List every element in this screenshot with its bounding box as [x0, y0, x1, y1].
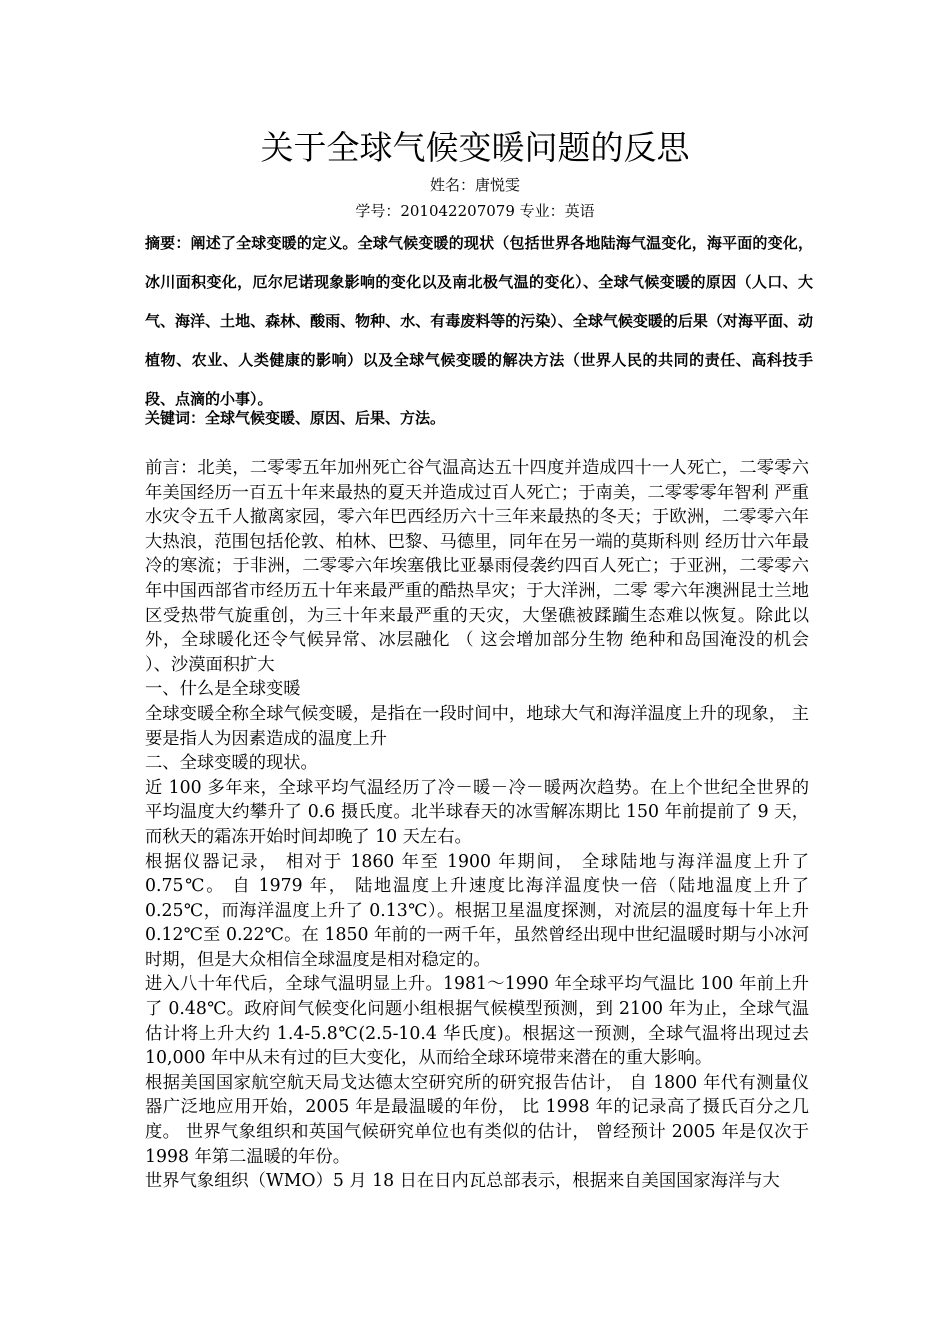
body-text: [145, 456, 809, 1194]
student-info-line: 学号：201042207079 专业：英语: [355, 202, 595, 220]
paragraph: 根据仪器记录， 相对于 1860 年至 1900 年期间， 全球陆地与海洋温度上升了 0.75℃。 自 1979 年， 陆地温度上升速度比海洋温度快一倍（陆地温度上升了 0.25℃，而海洋温度上升了 0.13℃）。根据卫星温度探测，对流层的温度每十年上升 0.12℃至 0.22℃。在 1850 年前的一两千年，虽然曾经出现中世纪温暖时期与小冰河时期，但是大众相信全球温度是相对稳定的。: [145, 851, 809, 970]
paragraph: 世界气象组织（WMO）5 月 18 日在日内瓦总部表示，根据来自美国国家海洋与大: [145, 1171, 780, 1192]
abstract: 摘要：阐述了全球变暖的定义。全球气候变暖的现状（包括世界各地陆海气温变化，海平面的变化，冰川面积变化，厄尔尼诺现象影响的变化以及南北极气温的变化）、全球气候变暖的原因（人口、大气、海洋、土地、森林、酸雨、物种、水、有毒废料等的污染）、全球气候变暖的后果（对海平面、动植物、农业、人类健康的影响）以及全球气候变暖的解决方法（世界人民的共同的责任、高科技手段、点滴的小事）。: [145, 234, 813, 408]
author-line: 姓名：唐悦雯: [429, 176, 520, 194]
section-heading-definition: 一、什么是全球变暖: [145, 679, 301, 700]
section-heading-status: 二、全球变暖的现状。: [145, 753, 318, 774]
paragraph-preface: 前言：北美，二零零五年加州死亡谷气温高达五十四度并造成四十一人死亡，二零零六年美国经历一百五十年来最热的夏天并造成过百人死亡；于南美，二零零零年智利 严重水灾令五千人撤离家园，零六年巴西经历六十三年来最热的冬天；于欧洲，二零零六年大热浪，范围包括伦敦、柏林、巴黎、马德里，同年在另一端的莫斯科则 经历廿六年最冷的寒流；于非洲，二零零六年埃塞俄比亚暴雨侵袭约四百人死亡；于亚洲，二零零六年中国西部省市经历五十年来最严重的酷热旱灾；于大洋洲，二零 零六年澳洲昆士兰地区受热带气旋重创，为三十年来最严重的天灾，大堡礁被蹂躏生态难以恢复。除此以外，全球暖化还令气候异常、冰层融化 （ 这会增加部分生物 绝种和岛国淹没的机会 ）、沙漠面积扩大: [145, 458, 809, 675]
paragraph: 进入八十年代后，全球气温明显上升。1981～1990 年全球平均气温比 100 年前上升了 0.48℃。政府间气候变化问题小组根据气候模型预测，到 2100 年为止，全球气温估计将上升大约 1.4-5.8℃(2.5-10.4 华氏度)。根据这一预测，全球气温将出现过去 10,000 年中从未有过的巨大变化，从而给全球环境带来潜在的重大影响。: [145, 974, 809, 1069]
paragraph-definition: 全球变暖全称全球气候变暖，是指在一段时间中，地球大气和海洋温度上升的现象， 主要是指人为因素造成的温度上升: [145, 703, 809, 749]
paragraph: 根据美国国家航空航天局戈达德太空研究所的研究报告估计， 自 1800 年代有测量仪器广泛地应用开始，2005 年是最温暖的年份， 比 1998 年的记录高了摄氏百分之几度。 世界气象组织和英国气候研究单位也有类似的估计， 曾经预计 2005 年是仅次于 1998 年第二温暖的年份。: [145, 1072, 809, 1167]
keywords: 关键词：全球气候变暖、原因、后果、方法。: [145, 409, 446, 427]
document-title: 关于全球气候变暖问题的反思: [260, 128, 690, 167]
paragraph: 近 100 多年来，全球平均气温经历了冷－暖－冷－暖两次趋势。在上个世纪全世界的平均温度大约攀升了 0.6 摄氏度。北半球春天的冰雪解冻期比 150 年前提前了 9 天， 而秋天的霜冻开始时间却晚了 10 天左右。: [145, 777, 809, 847]
